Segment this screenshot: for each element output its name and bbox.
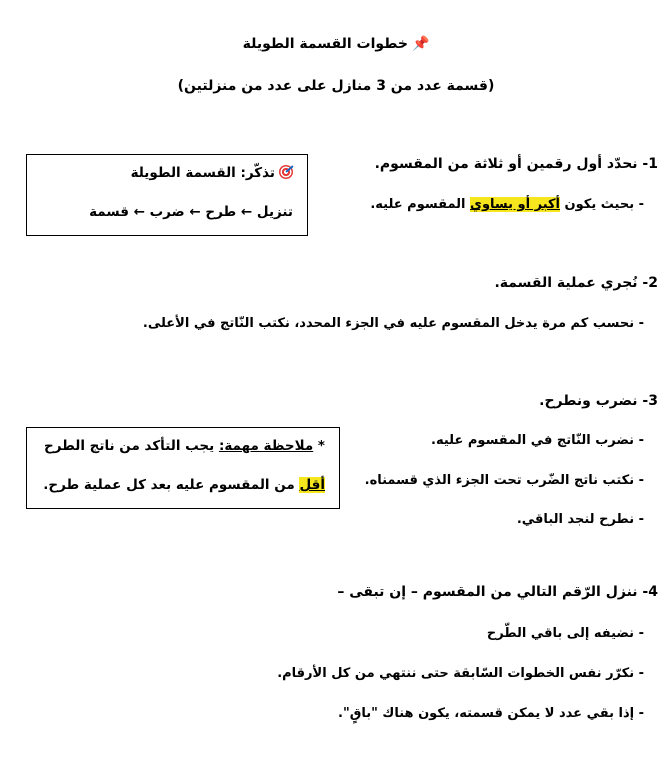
reminder-title: تذكّر: القسمة الطويلة — [131, 165, 293, 181]
note-line-2: أقل من المقسوم عليه بعد كل عملية طرح. — [43, 477, 325, 493]
step4-bullet-1: - نضيفه إلى باقي الطّرح — [486, 626, 644, 641]
step1-heading: 1- نحدّد أول رقمين أو ثلاثة من المقسوم. — [374, 156, 658, 172]
page-title: 📌خطوات القسمة الطويلة — [242, 36, 430, 52]
step4-bullet-2: - نكرّر نفس الخطوات السّابقة حتى ننتهي من كل الأرقام. — [277, 666, 644, 681]
step3-heading: 3- نضرب ونطرح. — [539, 393, 658, 409]
highlight-text: أقل — [299, 477, 325, 493]
step4-heading: 4- ننزل الرّقم التالي من المقسوم – إن تبقى – — [337, 584, 658, 600]
note-line-1: * ملاحظة مهمة: يجب التأكد من ناتج الطرح — [44, 438, 325, 454]
step2-heading: 2- نُجري عملية القسمة. — [494, 275, 658, 291]
step3-bullet-2: - نكتب ناتج الضّرب تحت الجزء الذي قسمناه. — [364, 473, 644, 488]
target-icon — [279, 165, 293, 179]
note-label: ملاحظة مهمة: — [218, 438, 314, 454]
step2-bullet: - نحسب كم مرة يدخل المقسوم عليه في الجزء المحدد، نكتب النّاتج في الأعلى. — [142, 316, 644, 331]
reminder-sequence: تنزيل ← طرح ← ضرب ← قسمة — [89, 204, 293, 220]
page-subtitle: (قسمة عدد من 3 منازل على عدد من منزلتين) — [177, 78, 495, 94]
reminder-box — [26, 154, 308, 236]
highlight-text: أكبر أو يساوي — [470, 197, 561, 212]
step3-bullet-3: - نطرح لنجد الباقي. — [516, 512, 644, 527]
step4-bullet-3: - إذا بقي عدد لا يمكن قسمته، يكون هناك "باقٍ". — [338, 706, 644, 721]
pushpin-icon: 📌 — [411, 36, 430, 52]
note-box — [26, 427, 340, 509]
step1-bullet: - بحيث يكون أكبر أو يساوي المقسوم عليه. — [370, 197, 644, 212]
step3-bullet-1: - نضرب النّاتج في المقسوم عليه. — [431, 433, 644, 448]
